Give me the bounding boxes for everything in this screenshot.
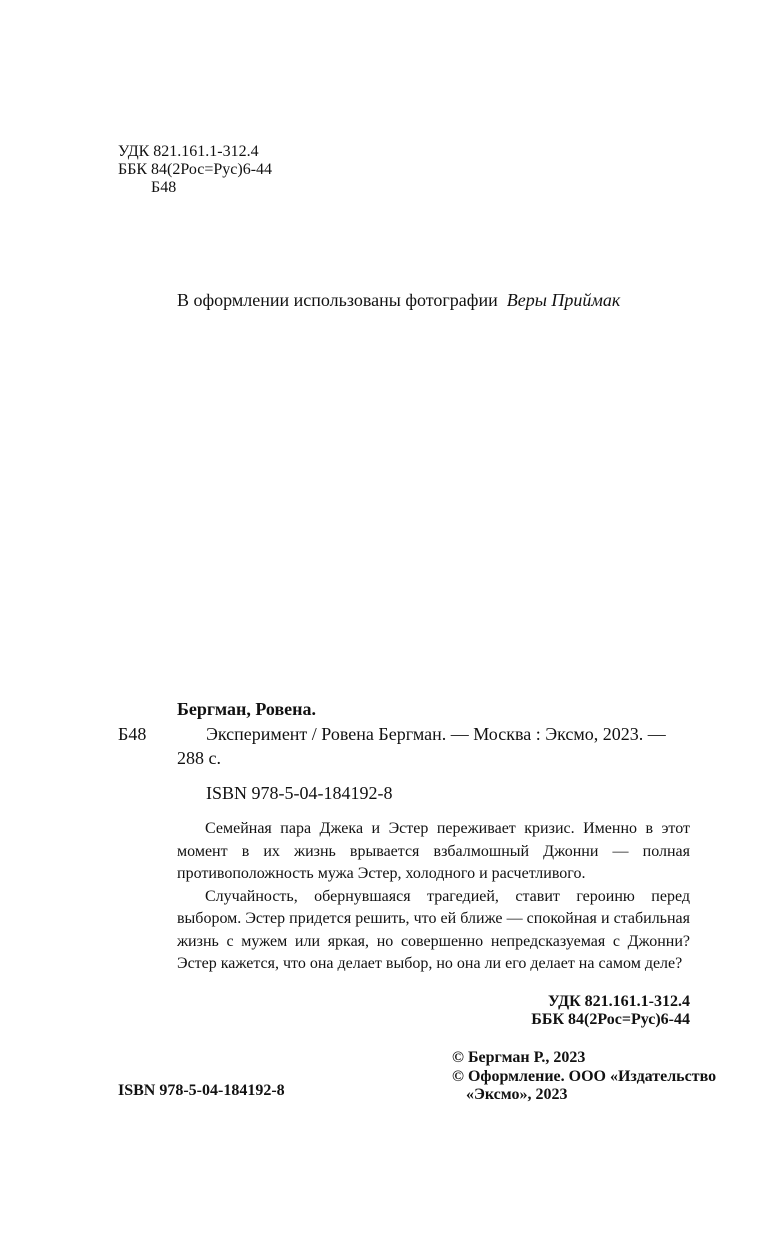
header-code: Б48 bbox=[151, 179, 177, 196]
photo-credit-prefix: В оформлении использованы фотографии bbox=[177, 290, 498, 310]
photo-credit bbox=[177, 288, 620, 313]
header-bbk: ББК 84(2Рос=Рус)6-44 bbox=[118, 161, 273, 178]
classification-bbk: ББК 84(2Рос=Рус)6-44 bbox=[531, 1011, 690, 1028]
copyright-design-line2: «Эксмо», 2023 bbox=[466, 1086, 568, 1103]
annotation-paragraph-2: Случайность, обернувшаяся трагедией, ставит героиню перед выбором. Эстер придется решить, что ей ближе — спокойная и стабильная жизнь с мужем или яркая, но совершенно непредсказуемая с Джонни? Эстер кажется, что она делает выбор, но она ли его делает на самом деле? bbox=[177, 887, 690, 972]
photo-credit-name: Веры Приймак bbox=[506, 290, 621, 310]
header-udk: УДК 821.161.1-312.4 bbox=[118, 143, 259, 160]
copyright-author: © Бергман Р., 2023 bbox=[452, 1049, 586, 1066]
catalog-title-line1: Эксперимент / Ровена Бергман. — Москва : Эксмо, 2023. — bbox=[206, 724, 666, 744]
catalog-code: Б48 bbox=[118, 724, 147, 744]
footer-isbn: ISBN 978-5-04-184192-8 bbox=[118, 1082, 285, 1099]
catalog-author: Бергман, Ровена. bbox=[177, 699, 317, 719]
classification-udk: УДК 821.161.1-312.4 bbox=[547, 993, 690, 1010]
catalog-isbn: ISBN 978-5-04-184192-8 bbox=[206, 783, 393, 803]
annotation bbox=[177, 818, 690, 976]
catalog-title-line2: 288 с. bbox=[177, 748, 221, 768]
copyright-design-line1: © Оформление. ООО «Издательство bbox=[452, 1068, 717, 1085]
annotation-paragraph-1: Семейная пара Джека и Эстер переживает кризис. Именно в этот момент в их жизнь врывается взбалмошный Джонни — полная противоположность мужа Эстер, холодного и расчетливого. bbox=[177, 820, 690, 882]
